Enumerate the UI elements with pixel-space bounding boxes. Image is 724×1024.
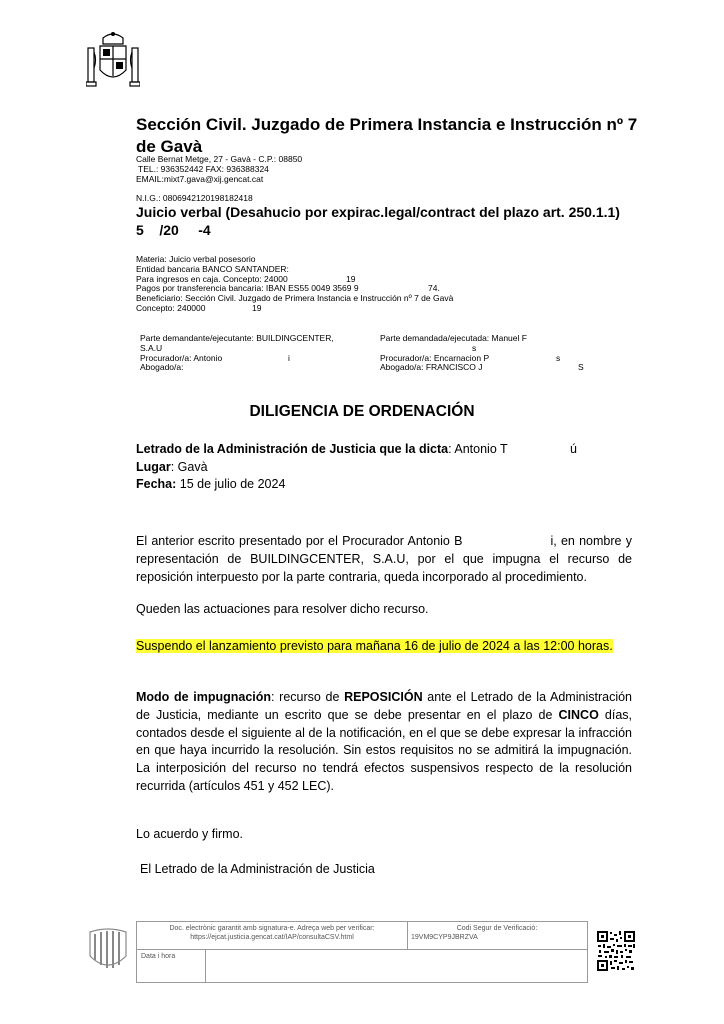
payment-transfer: Pagos por transferencia bancaria: IBAN ES55 0049 3569 9 74. (136, 283, 440, 294)
catalonia-emblem-icon (86, 926, 130, 974)
payment-cash: Para ingresos en caja. Concepto: 24000 19 (136, 273, 356, 284)
case-details (136, 255, 636, 314)
nig-number: N.I.G.: 0806942120198182418 (136, 193, 253, 203)
plaintiff-procurador: Procurador/a: Antonio i (140, 352, 290, 363)
beneficiary: Beneficiario: Sección Civil. Juzgado de Primera Instancia e Instrucción nº 7 de Gavà (136, 293, 454, 304)
paragraph-escrito: El anterior escrito presentado por el Procurador Antonio B i, en nombre y representación de BUILDINGCENTER, S.A.U, por el que impugna el recurso de reposición interpuesto por la parte contraria, queda incorporado al procedimiento. (136, 534, 632, 584)
concept: Concepto: 240000 19 (136, 302, 262, 313)
verification-box (136, 921, 588, 983)
csv-code: 19VM9CYP9JBRZVA (411, 934, 478, 941)
highlighted-suspension: Suspendo el lanzamiento previsto para mañana 16 de julio de 2024 a las 12:00 horas. (136, 639, 613, 653)
fecha-line: Fecha: 15 de julio de 2024 (136, 477, 286, 491)
court-phones: TEL.: 936352442 FAX: 936388324 (138, 163, 269, 174)
materia: Materia: Juicio verbal posesorio (136, 254, 256, 264)
defendant-block (380, 334, 620, 373)
paragraph-suspension (136, 638, 632, 656)
paragraph-actuaciones: Queden las actuaciones para resolver dicho recurso. (136, 602, 429, 616)
document-meta (136, 441, 632, 494)
signature-line: El Letrado de la Administración de Justicia (140, 862, 375, 876)
plaintiff-block (140, 334, 380, 373)
paragraph-impugnacion: Modo de impugnación: recurso de REPOSICIÓN ante el Letrado de la Administración de Justicia, mediante un escrito que se debe presentar en el plazo de CINCO días, contados desde el siguiente al de la notificación, en el que se debe expresar la infracción en que haya incurrido la resolución. Sin estos requisitos no se admitirá la impugnación. La interposición del recurso no tendrá efectos suspensivos respecto de la resolución recurrida (artículos 451 y 452 LEC). (136, 690, 632, 793)
plaintiff-name-line1: Parte demandante/ejecutante: BUILDINGCENTER, (140, 333, 334, 343)
verification-url-block: Doc. electrònic garantit amb signatura-e. Adreça web per verificar: https://ejcat.justicia.gencat.cat/IAP/consultaCSV.html (137, 924, 407, 942)
bank-entity: Entidad bancaria BANCO SANTANDER: (136, 263, 289, 274)
court-title-line2: de Gavà (136, 137, 203, 156)
closing-line: Lo acuerdo y firmo. (136, 827, 243, 841)
case-number: 5 /20 -4 (136, 222, 211, 238)
defendant-name-line1: Parte demandada/ejecutada: Manuel F (380, 333, 527, 343)
court-title (136, 114, 656, 158)
spain-coat-of-arms-icon (86, 30, 140, 90)
csv-block: Codi Segur de Verificació: 19VM9CYP9JBRZVA (407, 924, 587, 942)
lugar-line: Lugar: Gavà (136, 459, 208, 474)
procedure-type: Juicio verbal (Desahucio por expirac.legal/contract del plazo art. 250.1.1) (136, 204, 620, 220)
date-label: Data i hora (141, 953, 176, 960)
defendant-lawyer: Abogado/a: FRANCISCO J S (380, 362, 584, 373)
letrado-line: Letrado de la Administración de Justicia que la dicta: Antonio T ú (136, 442, 577, 456)
plaintiff-lawyer: Abogado/a: (140, 362, 184, 373)
court-contact (136, 155, 302, 184)
verification-url[interactable]: https://ejcat.justicia.gencat.cat/IAP/consultaCSV.html (190, 934, 354, 941)
document-heading: DILIGENCIA DE ORDENACIÓN (249, 403, 475, 420)
plaintiff-name-line2: S.A.U (140, 342, 163, 353)
defendant-name-line2: s (472, 342, 477, 353)
court-title-line1: Sección Civil. Juzgado de Primera Instancia e Instrucción nº 7 (136, 115, 638, 134)
qr-code-icon (596, 930, 636, 972)
court-address: Calle Bernat Metge, 27 - Gavà - C.P.: 08850 (136, 154, 303, 164)
court-email: EMAIL:mixt7.gava@xij.gencat.cat (136, 173, 264, 184)
defendant-procurador: Procurador/a: Encarnacion P s (380, 352, 561, 363)
